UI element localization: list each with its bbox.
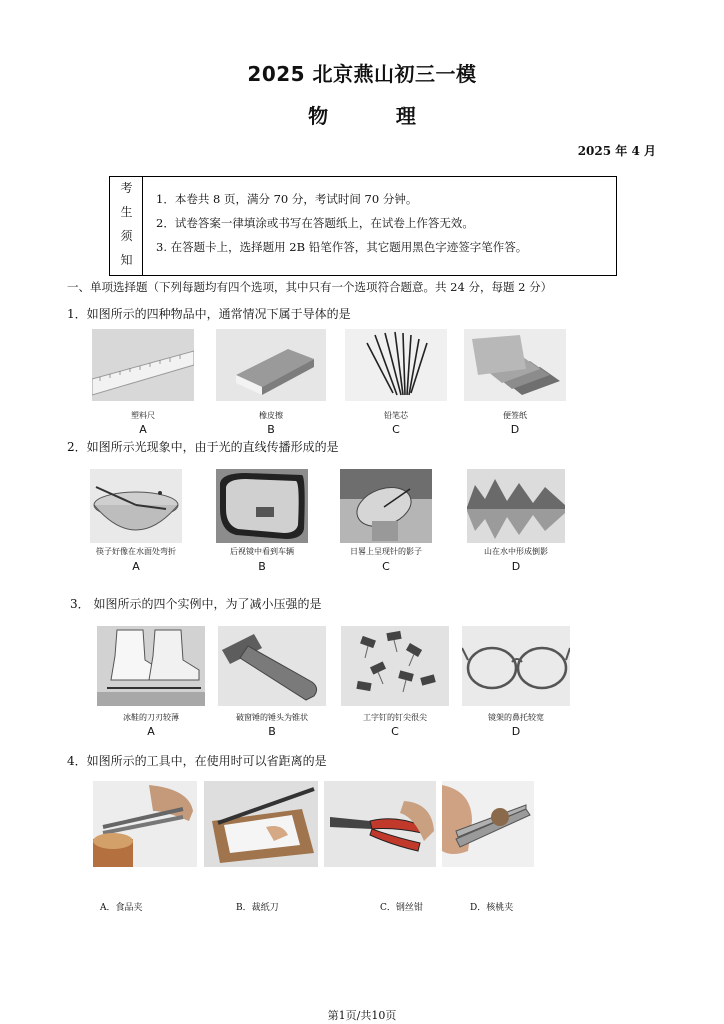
nutcracker-photo (442, 781, 534, 867)
question-4-text: 4．如图所示的工具中，在使用时可以省距离的是 (67, 754, 327, 768)
option-letter: B (267, 423, 275, 436)
question-2-text: 2．如图所示光现象中，由于光的直线传播形成的是 (67, 440, 339, 454)
notice-label-char: 知 (120, 253, 133, 267)
rearview-mirror-photo (216, 469, 308, 543)
notice-label-column (110, 177, 143, 275)
exam-notice-box (109, 176, 617, 276)
push-pins-photo (341, 626, 449, 706)
sundial-photo (340, 469, 432, 543)
option-caption: 便签纸 (503, 411, 527, 420)
option-letter: A (132, 560, 140, 573)
option-label: C．钢丝钳 (380, 903, 423, 913)
subject-title: 物 理 (308, 104, 416, 128)
option-caption: 山在水中形成倒影 (484, 547, 548, 556)
option-letter: C (391, 725, 399, 738)
notice-label-char: 须 (120, 229, 133, 243)
food-tongs-photo (93, 781, 197, 867)
notice-item: 2．试卷答案一律填涂或书写在答题纸上，在试卷上作答无效。 (156, 216, 474, 230)
page-number: 第1页/共10页 (327, 1009, 397, 1022)
ice-skates-photo (97, 626, 205, 706)
option-caption: 日晷上呈现针的影子 (350, 547, 422, 556)
paper-cutter-photo (204, 781, 318, 867)
option-letter: D (510, 423, 520, 436)
option-letter: D (511, 725, 521, 738)
option-letter: B (258, 560, 266, 573)
option-caption: 破窗锤的锤头为锥状 (236, 713, 308, 722)
option-caption: 后视镜中看到车辆 (230, 547, 294, 556)
option-caption: 镜架的鼻托较宽 (488, 713, 544, 722)
glasses-photo (462, 626, 570, 706)
option-letter: C (382, 560, 390, 573)
question-1-text: 1．如图所示的四种物品中，通常情况下属于导体的是 (67, 307, 351, 321)
option-caption: 冰鞋的刀刃较薄 (123, 713, 179, 722)
safety-hammer-photo (218, 626, 326, 706)
question-3-text: 3． 如图所示的四个实例中，为了减小压强的是 (70, 597, 322, 611)
option-caption: 铅笔芯 (384, 411, 408, 420)
option-caption: 筷子好像在水面处弯折 (96, 547, 176, 556)
option-letter: C (392, 423, 400, 436)
section-heading: 一、单项选择题（下列每题均有四个选项，其中只有一个选项符合题意。共 24 分，每题 2 分） (67, 280, 553, 294)
notice-label-char: 考 (120, 181, 133, 195)
option-letter: B (268, 725, 276, 738)
option-label: A．食品夹 (100, 903, 143, 913)
notice-item: 3. 在答题卡上，选择题用 2B 铅笔作答，其它题用黑色字迹签字笔作答。 (156, 240, 528, 254)
notice-item: 1．本卷共 8 页，满分 70 分，考试时间 70 分钟。 (156, 192, 418, 206)
option-letter: D (511, 560, 521, 573)
option-letter: A (139, 423, 147, 436)
option-caption: 工字钉的钉尖很尖 (363, 713, 427, 722)
option-caption: 橡皮擦 (259, 411, 283, 420)
option-caption: 塑料尺 (131, 411, 155, 420)
pencil-lead-photo (345, 329, 447, 401)
eraser-photo (216, 329, 326, 401)
notice-label-char: 生 (120, 205, 133, 219)
option-label: B．裁纸刀 (236, 903, 279, 913)
exam-title: 2025 北京燕山初三一模 (247, 62, 477, 86)
sticky-notes-photo (464, 329, 566, 401)
option-label: D．核桃夹 (470, 903, 514, 913)
plastic-ruler-photo (92, 329, 194, 401)
chopsticks-bowl-photo (90, 469, 182, 543)
option-letter: A (147, 725, 155, 738)
wire-pliers-photo (324, 781, 436, 867)
mountain-reflection-photo (467, 469, 565, 543)
exam-date: 2025 年 4 月 (577, 144, 656, 158)
